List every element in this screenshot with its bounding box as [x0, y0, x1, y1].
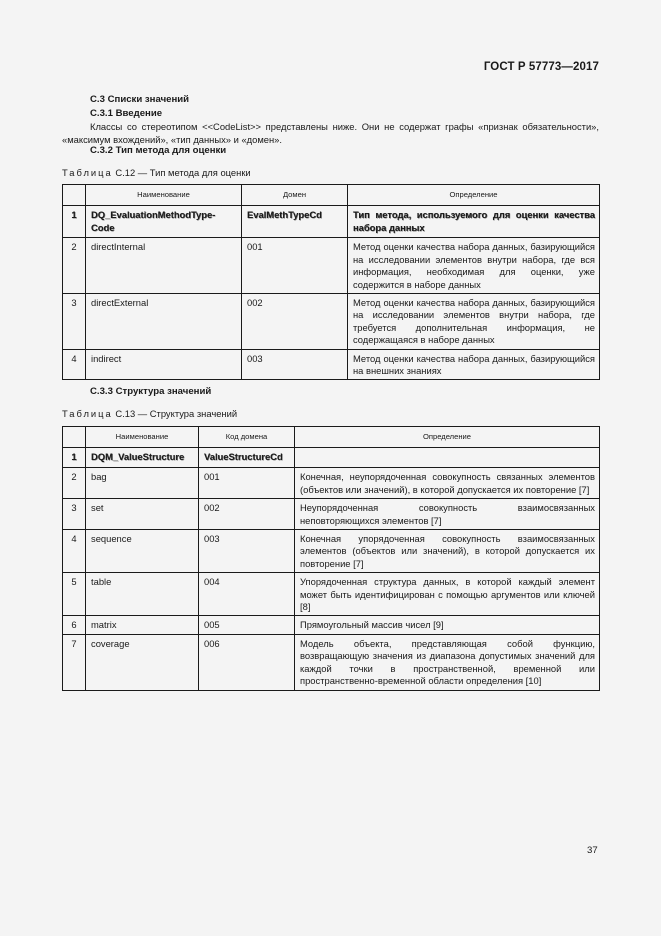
row-number: 4: [63, 349, 86, 380]
row-name: DQM_ValueStructure: [86, 448, 199, 468]
row-name: DQ_EvaluationMethodType-Code: [86, 206, 242, 238]
row-domain: EvalMethTypeCd: [242, 206, 348, 238]
row-name: directInternal: [86, 238, 242, 294]
section-c31-text: Классы со стереотипом <<CodeList>> представлены ниже. Они не содержат графы «признак обязательности», «максимум вхождений», «тип данных» и «домен».: [62, 121, 599, 145]
table-header-cell: [63, 185, 86, 206]
row-definition: Конечная, неупорядоченная совокупность связанных элементов (объектов или значений), в которой допускается их повторение [7]: [295, 468, 600, 499]
table-c13: [62, 426, 600, 691]
row-name: bag: [86, 468, 199, 499]
row-name: sequence: [86, 530, 199, 573]
row-domain-code: 001: [199, 468, 295, 499]
table13-caption-text: С.13 — Структура значений: [115, 408, 238, 419]
row-number: 4: [63, 530, 86, 573]
row-name: indirect: [86, 349, 242, 380]
table-header-cell: Определение: [348, 185, 600, 206]
row-definition: Прямоугольный массив чисел [9]: [295, 616, 600, 634]
row-name: coverage: [86, 634, 199, 690]
table-row: [63, 294, 600, 350]
row-definition: Метод оценки качества набора данных, базирующийся на исследовании элементов внутри набора, где требуется дополнительная информация, не содержащаяся в наборе данных: [348, 294, 600, 350]
section-c3-title: С.3 Списки значений: [90, 94, 190, 105]
row-number: 1: [63, 448, 86, 468]
row-definition: Модель объекта, представляющая собой функцию, возвращающую значения из диапазона допустимых значений для каждой точки в пространственной, временной или пространственно-временной области определения [10]: [295, 634, 600, 690]
table-row: [63, 349, 600, 380]
row-number: 5: [63, 573, 86, 616]
row-domain-code: 004: [199, 573, 295, 616]
document-id: ГОСТ Р 57773—2017: [483, 61, 599, 73]
row-number: 6: [63, 616, 86, 634]
table12-caption-prefix: Таблица: [62, 167, 113, 178]
row-definition: Тип метода, используемого для оценки качества набора данных: [348, 206, 600, 238]
row-definition: Метод оценки качества набора данных, базирующийся на внешних знаниях: [348, 349, 600, 380]
row-definition: Неупорядоченная совокупность взаимосвязанных неповторяющихся элементов [7]: [295, 499, 600, 530]
table-row: [63, 573, 600, 616]
table-row: [63, 468, 600, 499]
table-header-cell: Домен: [242, 185, 348, 206]
table-row: [63, 634, 600, 690]
table13-caption: [62, 408, 237, 419]
table-row: [63, 530, 600, 573]
table-row: [63, 238, 600, 294]
table-header-cell: [63, 427, 86, 448]
table-row: [63, 448, 600, 468]
row-number: 1: [63, 206, 86, 238]
table-header-cell: Наименование: [86, 427, 199, 448]
row-domain-code: ValueStructureCd: [199, 448, 295, 468]
section-c33-title: С.3.3 Структура значений: [90, 386, 212, 397]
table12-caption: [62, 167, 251, 178]
row-name: matrix: [86, 616, 199, 634]
row-name: directExternal: [86, 294, 242, 350]
row-number: 2: [63, 238, 86, 294]
row-domain-code: 005: [199, 616, 295, 634]
section-c32-title: С.3.2 Тип метода для оценки: [90, 145, 227, 156]
table-row: [63, 206, 600, 238]
row-definition: Упорядоченная структура данных, в которой каждый элемент может быть идентифицирован с помощью аргументов или ключей [8]: [295, 573, 600, 616]
row-definition: [295, 448, 600, 468]
row-name: table: [86, 573, 199, 616]
row-domain-code: 002: [199, 499, 295, 530]
row-domain: 003: [242, 349, 348, 380]
row-definition: Конечная упорядоченная совокупность взаимосвязанных элементов (объектов или значений), в которой допускается их повторение [7]: [295, 530, 600, 573]
table-header-row: [63, 185, 600, 206]
row-number: 3: [63, 294, 86, 350]
section-c31-title: С.3.1 Введение: [90, 108, 163, 119]
page-number: 37: [587, 845, 598, 856]
row-domain-code: 006: [199, 634, 295, 690]
table-header-row: [63, 427, 600, 448]
table-row: [63, 499, 600, 530]
row-domain: 002: [242, 294, 348, 350]
table-header-cell: Наименование: [86, 185, 242, 206]
row-definition: Метод оценки качества набора данных, базирующийся на исследовании элементов внутри набора, где вся информация, необходимая для оценки, уже содержится в наборе данных: [348, 238, 600, 294]
row-name: set: [86, 499, 199, 530]
table13-caption-prefix: Таблица: [62, 408, 113, 419]
row-number: 2: [63, 468, 86, 499]
row-domain-code: 003: [199, 530, 295, 573]
table-header-cell: Код домена: [199, 427, 295, 448]
row-number: 3: [63, 499, 86, 530]
table-header-cell: Определение: [295, 427, 600, 448]
row-number: 7: [63, 634, 86, 690]
table12-caption-text: С.12 — Тип метода для оценки: [115, 167, 251, 178]
table-c12: [62, 184, 600, 380]
row-domain: 001: [242, 238, 348, 294]
table-row: [63, 616, 600, 634]
